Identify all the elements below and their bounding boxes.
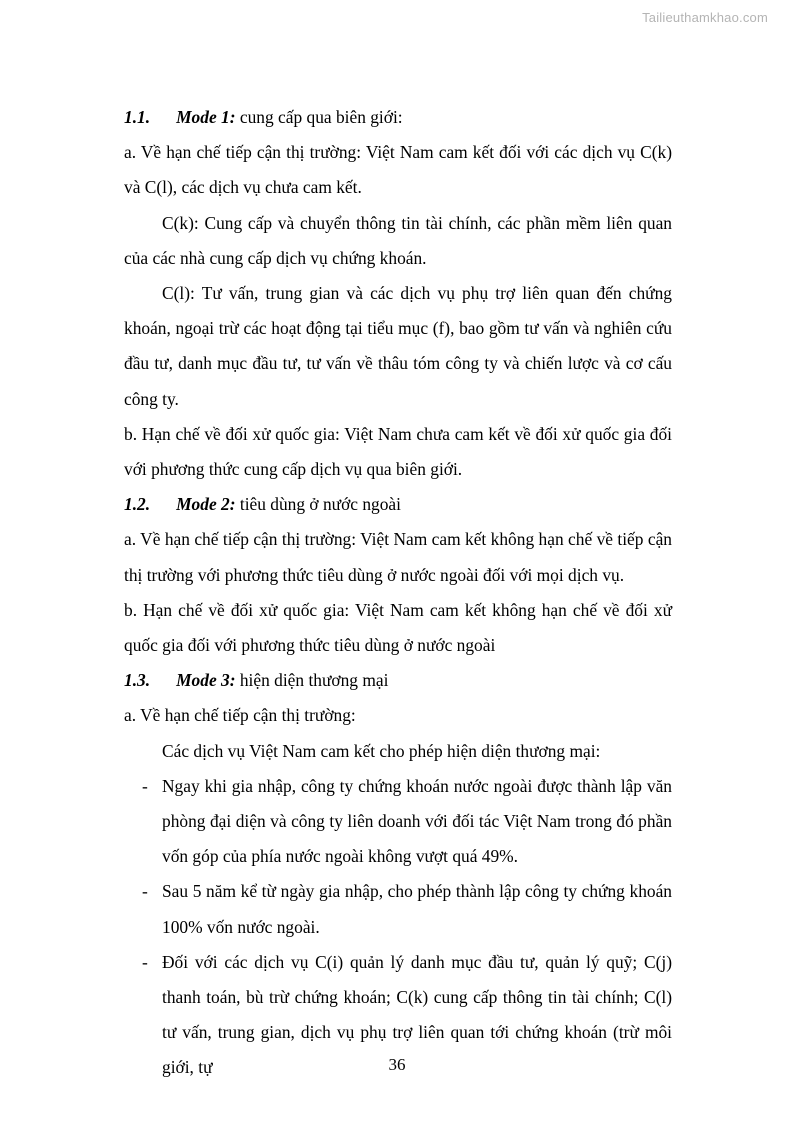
paragraph-1-1-a: a. Về hạn chế tiếp cận thị trường: Việt Nam cam kết đối với các dịch vụ C(k) và C(l), các dịch vụ chưa cam kết. (124, 142, 672, 198)
paragraph-1-2-b: b. Hạn chế về đối xử quốc gia: Việt Nam cam kết không hạn chế về đối xử quốc gia đối với phương thức tiêu dùng ở nước ngoài (124, 599, 672, 656)
paragraph-1-1-cl: C(l): Tư vấn, trung gian và các dịch vụ phụ trợ liên quan đến chứng khoán, ngoại trừ các hoạt động tại tiểu mục (f), bao gồm tư vấn và nghiên cứu đầu tư, danh mục đầu tư, tư vấn về thâu tóm công ty và chiến lược và cơ cấu công ty. (124, 283, 672, 409)
heading-1-1-title: cung cấp qua biên giới: (235, 107, 403, 127)
heading-1-3-title: hiện diện thương mại (235, 670, 389, 691)
heading-1-3 (124, 663, 672, 698)
paragraph-1-2-a: a. Về hạn chế tiếp cận thị trường: Việt Nam cam kết không hạn chế về tiếp cận thị trường với phương thức tiêu dùng ở nước ngoài đối với mọi dịch vụ. (124, 529, 672, 585)
heading-1-2-mode: Mode 2: (176, 494, 236, 515)
paragraph-1-1-ck: C(k): Cung cấp và chuyển thông tin tài chính, các phần mềm liên quan của các nhà cung cấp dịch vụ chứng khoán. (124, 212, 672, 268)
list-item (124, 874, 672, 944)
bullet-marker: - (142, 881, 148, 902)
heading-1-2 (124, 487, 672, 522)
list-item (124, 769, 672, 875)
heading-1-2-title: tiêu dùng ở nước ngoài (235, 494, 401, 515)
paragraph-1-3-intro: Các dịch vụ Việt Nam cam kết cho phép hiện diện thương mại: (162, 740, 601, 761)
bullet-marker: - (142, 775, 148, 796)
list-item-text: Sau 5 năm kể từ ngày gia nhập, cho phép thành lập công ty chứng khoán 100% vốn nước ngoài. (162, 881, 672, 937)
page-number: 36 (388, 1055, 406, 1074)
bullet-marker: - (142, 951, 148, 972)
heading-1-3-mode: Mode 3: (176, 670, 236, 691)
watermark-text: Tailieuthamkhao.com (642, 10, 768, 25)
heading-1-3-number: 1.3. (124, 670, 151, 691)
list-item-text: Đối với các dịch vụ C(i) quản lý danh mục đầu tư, quản lý quỹ; C(j) thanh toán, bù trừ chứng khoán; C(k) cung cấp thông tin tài chính; C(l) tư vấn, trung gian, dịch vụ phụ trợ liên quan tới chứng khoán (trừ môi giới, tự (162, 951, 672, 1078)
list-item-text: Ngay khi gia nhập, công ty chứng khoán nước ngoài được thành lập văn phòng đại diện và công ty liên doanh với đối tác Việt Nam trong đó phần vốn góp của phía nước ngoài không vượt quá 49%. (162, 775, 672, 867)
heading-1-1-mode: Mode 1: (176, 107, 236, 127)
paragraph-1-3-a: a. Về hạn chế tiếp cận thị trường: (124, 705, 356, 726)
heading-1-2-number: 1.2. (124, 494, 151, 515)
document-body (124, 100, 672, 1086)
heading-1-1-number: 1.1. (124, 107, 151, 127)
heading-1-1 (124, 100, 672, 135)
paragraph-1-1-b: b. Hạn chế về đối xử quốc gia: Việt Nam chưa cam kết về đối xử quốc gia đối với phương thức cung cấp dịch vụ qua biên giới. (124, 423, 672, 480)
